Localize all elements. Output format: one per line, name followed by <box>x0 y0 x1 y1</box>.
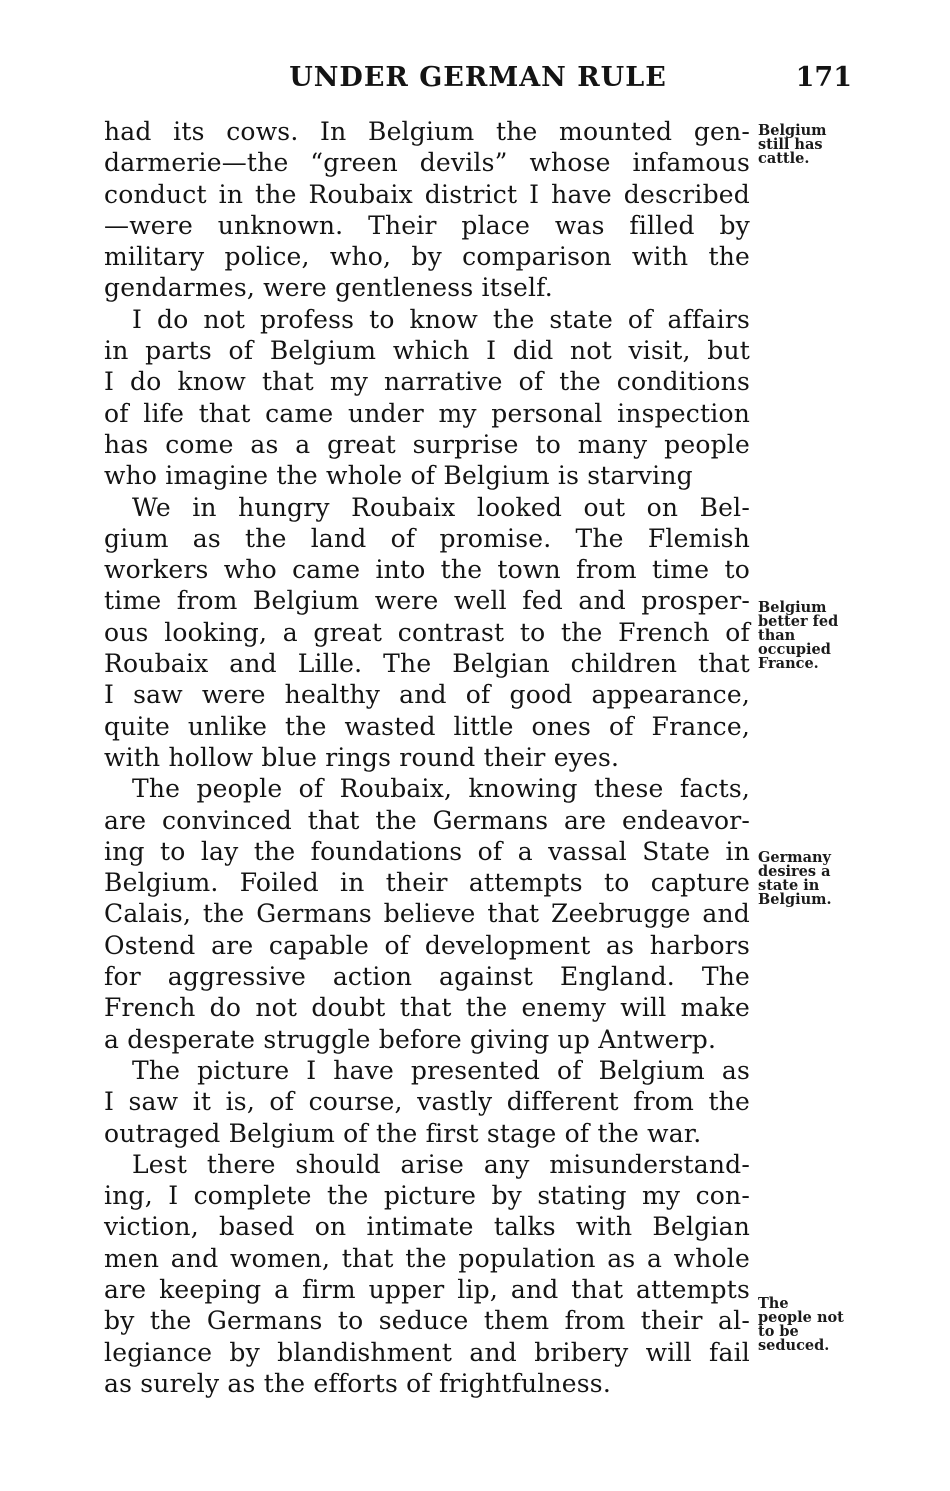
text-line: ing, I complete the picture by stating my con- <box>104 1181 750 1211</box>
sidenote-line: still has <box>758 136 823 153</box>
text-line: are convinced that the Germans are endeavor- <box>104 805 750 835</box>
sidenote-line: cattle. <box>758 150 810 167</box>
text-line: —were unknown. Their place was filled by <box>104 210 750 240</box>
text-line: has come as a great surprise to many people <box>104 429 750 459</box>
text-line: viction, based on intimate talks with Belgian <box>104 1212 750 1242</box>
text-line: as surely as the efforts of frightfulness. <box>104 1368 611 1398</box>
sidenote-line: to be <box>758 1323 799 1340</box>
sidenote-line: Germany <box>758 849 831 866</box>
text-line: Belgium. Foiled in their attempts to capture <box>104 868 750 898</box>
sidenote-belgium-cattle <box>758 124 827 166</box>
sidenote-line: seduced. <box>758 1337 830 1354</box>
sidenote-line: occupied <box>758 641 831 658</box>
page-header <box>104 62 852 102</box>
sidenote-line: Belgium <box>758 122 827 139</box>
sidenote-belgium-better-fed <box>758 601 838 671</box>
sidenote-line: The <box>758 1295 789 1312</box>
sidenote-line: Belgium. <box>758 891 832 908</box>
text-line: of life that came under my personal inspection <box>104 398 750 428</box>
text-line: I saw were healthy and of good appearance, <box>104 680 750 710</box>
text-line: for aggressive action against England. The <box>104 962 750 992</box>
text-line: ous looking, a great contrast to the French of <box>104 617 750 647</box>
text-line: ing to lay the foundations of a vassal State in <box>104 836 750 866</box>
text-line: I do not profess to know the state of affairs <box>132 304 750 334</box>
sidenote-line: better fed <box>758 613 839 630</box>
text-line: time from Belgium were well fed and prosper- <box>104 586 750 616</box>
text-line: in parts of Belgium which I did not visit, but <box>104 336 750 366</box>
text-line: Roubaix and Lille. The Belgian children that <box>104 649 750 679</box>
text-line: legiance by blandishment and bribery will fail <box>104 1337 750 1367</box>
sidenote-line: France. <box>758 655 819 672</box>
text-line: conduct in the Roubaix district I have described <box>104 179 750 209</box>
text-line: workers who came into the town from time to <box>104 555 750 585</box>
text-line: I saw it is, of course, vastly different from the <box>104 1087 750 1117</box>
text-line: military police, who, by comparison with the <box>104 242 750 272</box>
text-line: who imagine the whole of Belgium is starving <box>104 461 693 491</box>
text-line: I do know that my narrative of the conditions <box>104 367 750 397</box>
text-line: with hollow blue rings round their eyes. <box>104 742 620 772</box>
running-head: UNDER GERMAN RULE <box>289 62 667 93</box>
text-line: are keeping a firm upper lip, and that attempts <box>104 1274 750 1304</box>
text-line: by the Germans to seduce them from their al- <box>104 1306 750 1336</box>
sidenote-people-not-seduced <box>758 1297 844 1353</box>
body-text <box>104 116 750 1399</box>
text-line: The people of Roubaix, knowing these facts, <box>132 774 750 804</box>
text-line: We in hungry Roubaix looked out on Bel- <box>132 492 750 522</box>
sidenote-line: people not <box>758 1309 844 1326</box>
text-line: darmerie—the “green devils” whose infamous <box>104 148 750 178</box>
text-line: Ostend are capable of development as harbors <box>104 930 750 960</box>
text-line: a desperate struggle before giving up Antwerp. <box>104 1024 717 1054</box>
text-line: gium as the land of promise. The Flemish <box>104 523 750 553</box>
page-number: 171 <box>795 62 852 93</box>
sidenote-line: than <box>758 627 796 644</box>
text-line: outraged Belgium of the first stage of the war. <box>104 1118 702 1148</box>
text-line: men and women, that the population as a whole <box>104 1243 750 1273</box>
sidenote-line: Belgium <box>758 599 827 616</box>
text-line: Lest there should arise any misunderstand- <box>132 1149 750 1179</box>
text-line: Calais, the Germans believe that Zeebrugge and <box>104 899 750 929</box>
sidenote-line: state in <box>758 877 820 894</box>
text-line: The picture I have presented of Belgium as <box>132 1055 750 1085</box>
sidenote-germany-desires-state <box>758 851 832 907</box>
text-line: had its cows. In Belgium the mounted gen- <box>104 117 750 146</box>
sidenote-line: desires a <box>758 863 831 880</box>
text-line: quite unlike the wasted little ones of France, <box>104 711 750 741</box>
text-line: French do not doubt that the enemy will make <box>104 993 750 1023</box>
text-line: gendarmes, were gentleness itself. <box>104 273 553 303</box>
